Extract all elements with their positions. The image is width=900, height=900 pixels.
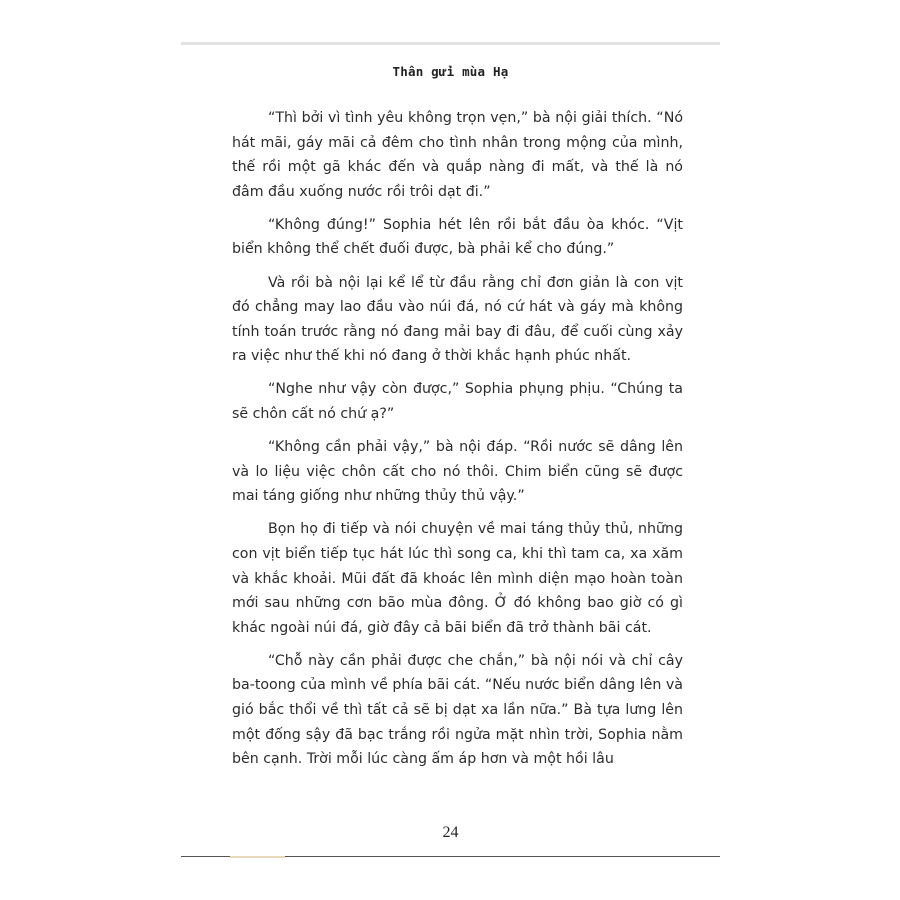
paragraph: “Nghe như vậy còn được,” Sophia phụng phịu. “Chúng ta sẽ chôn cất nó chứ ạ?” <box>232 381 683 423</box>
bottom-rule-tint <box>230 856 285 858</box>
paragraph: “Không đúng!” Sophia hét lên rồi bắt đầu òa khóc. “Vịt biển không thể chết đuối được, bà phải kể cho đúng.” <box>232 216 683 258</box>
paragraph: “Chỗ này cần phải được che chắn,” bà nội nói và chỉ cây ba-toong của mình về phía bãi cát. “Nếu nước biển dâng lên và gió bắc thổi về thì tất cả sẽ bị dạt xa lần nữa.” Bà tựa lưng lên một đống sậy đã bạc trắng rồi ngửa mặt nhìn trời, Sophia nằm bên cạnh. Trời mỗi lúc càng ấm áp hơn và một hồi lâu <box>232 652 683 768</box>
paragraph: “Thì bởi vì tình yêu không trọn vẹn,” bà nội giải thích. “Nó hát mãi, gáy mãi cả đêm cho tình nhân trong mộng của mình, thế rồi một gã khác đến và quắp nàng đi mất, và thế là nó đâm đầu xuống nước rồi trôi dạt đi.” <box>232 110 683 200</box>
running-head: Thân gửi mùa Hạ <box>392 64 509 79</box>
body-text <box>232 106 683 780</box>
paragraph: Và rồi bà nội lại kể lể từ đầu rằng chỉ đơn giản là con vịt đó chẳng may lao đầu vào núi đá, nó cứ hát và gáy mà không tính toán trước rằng nó đang mải bay đi đâu, để cuối cùng xảy ra việc như thế khi nó đang ở thời khắc hạnh phúc nhất. <box>232 274 683 365</box>
page-number: 24 <box>442 824 459 841</box>
top-rule <box>181 42 720 45</box>
paragraph: “Không cần phải vậy,” bà nội đáp. “Rồi nước sẽ dâng lên và lo liệu việc chôn cất cho nó thôi. Chim biển cũng sẽ được mai táng giống như những thủy thủ vậy.” <box>232 439 683 505</box>
paragraph: Bọn họ đi tiếp và nói chuyện về mai táng thủy thủ, những con vịt biển tiếp tục hát lúc thì song ca, khi thì tam ca, xa xăm và khắc khoải. Mũi đất đã khoác lên mình diện mạo hoàn toàn mới sau những cơn bão mùa đông. Ở đó không bao giờ có gì khác ngoài núi đá, giờ đây cả bãi biển đã trở thành bãi cát. <box>232 521 683 636</box>
